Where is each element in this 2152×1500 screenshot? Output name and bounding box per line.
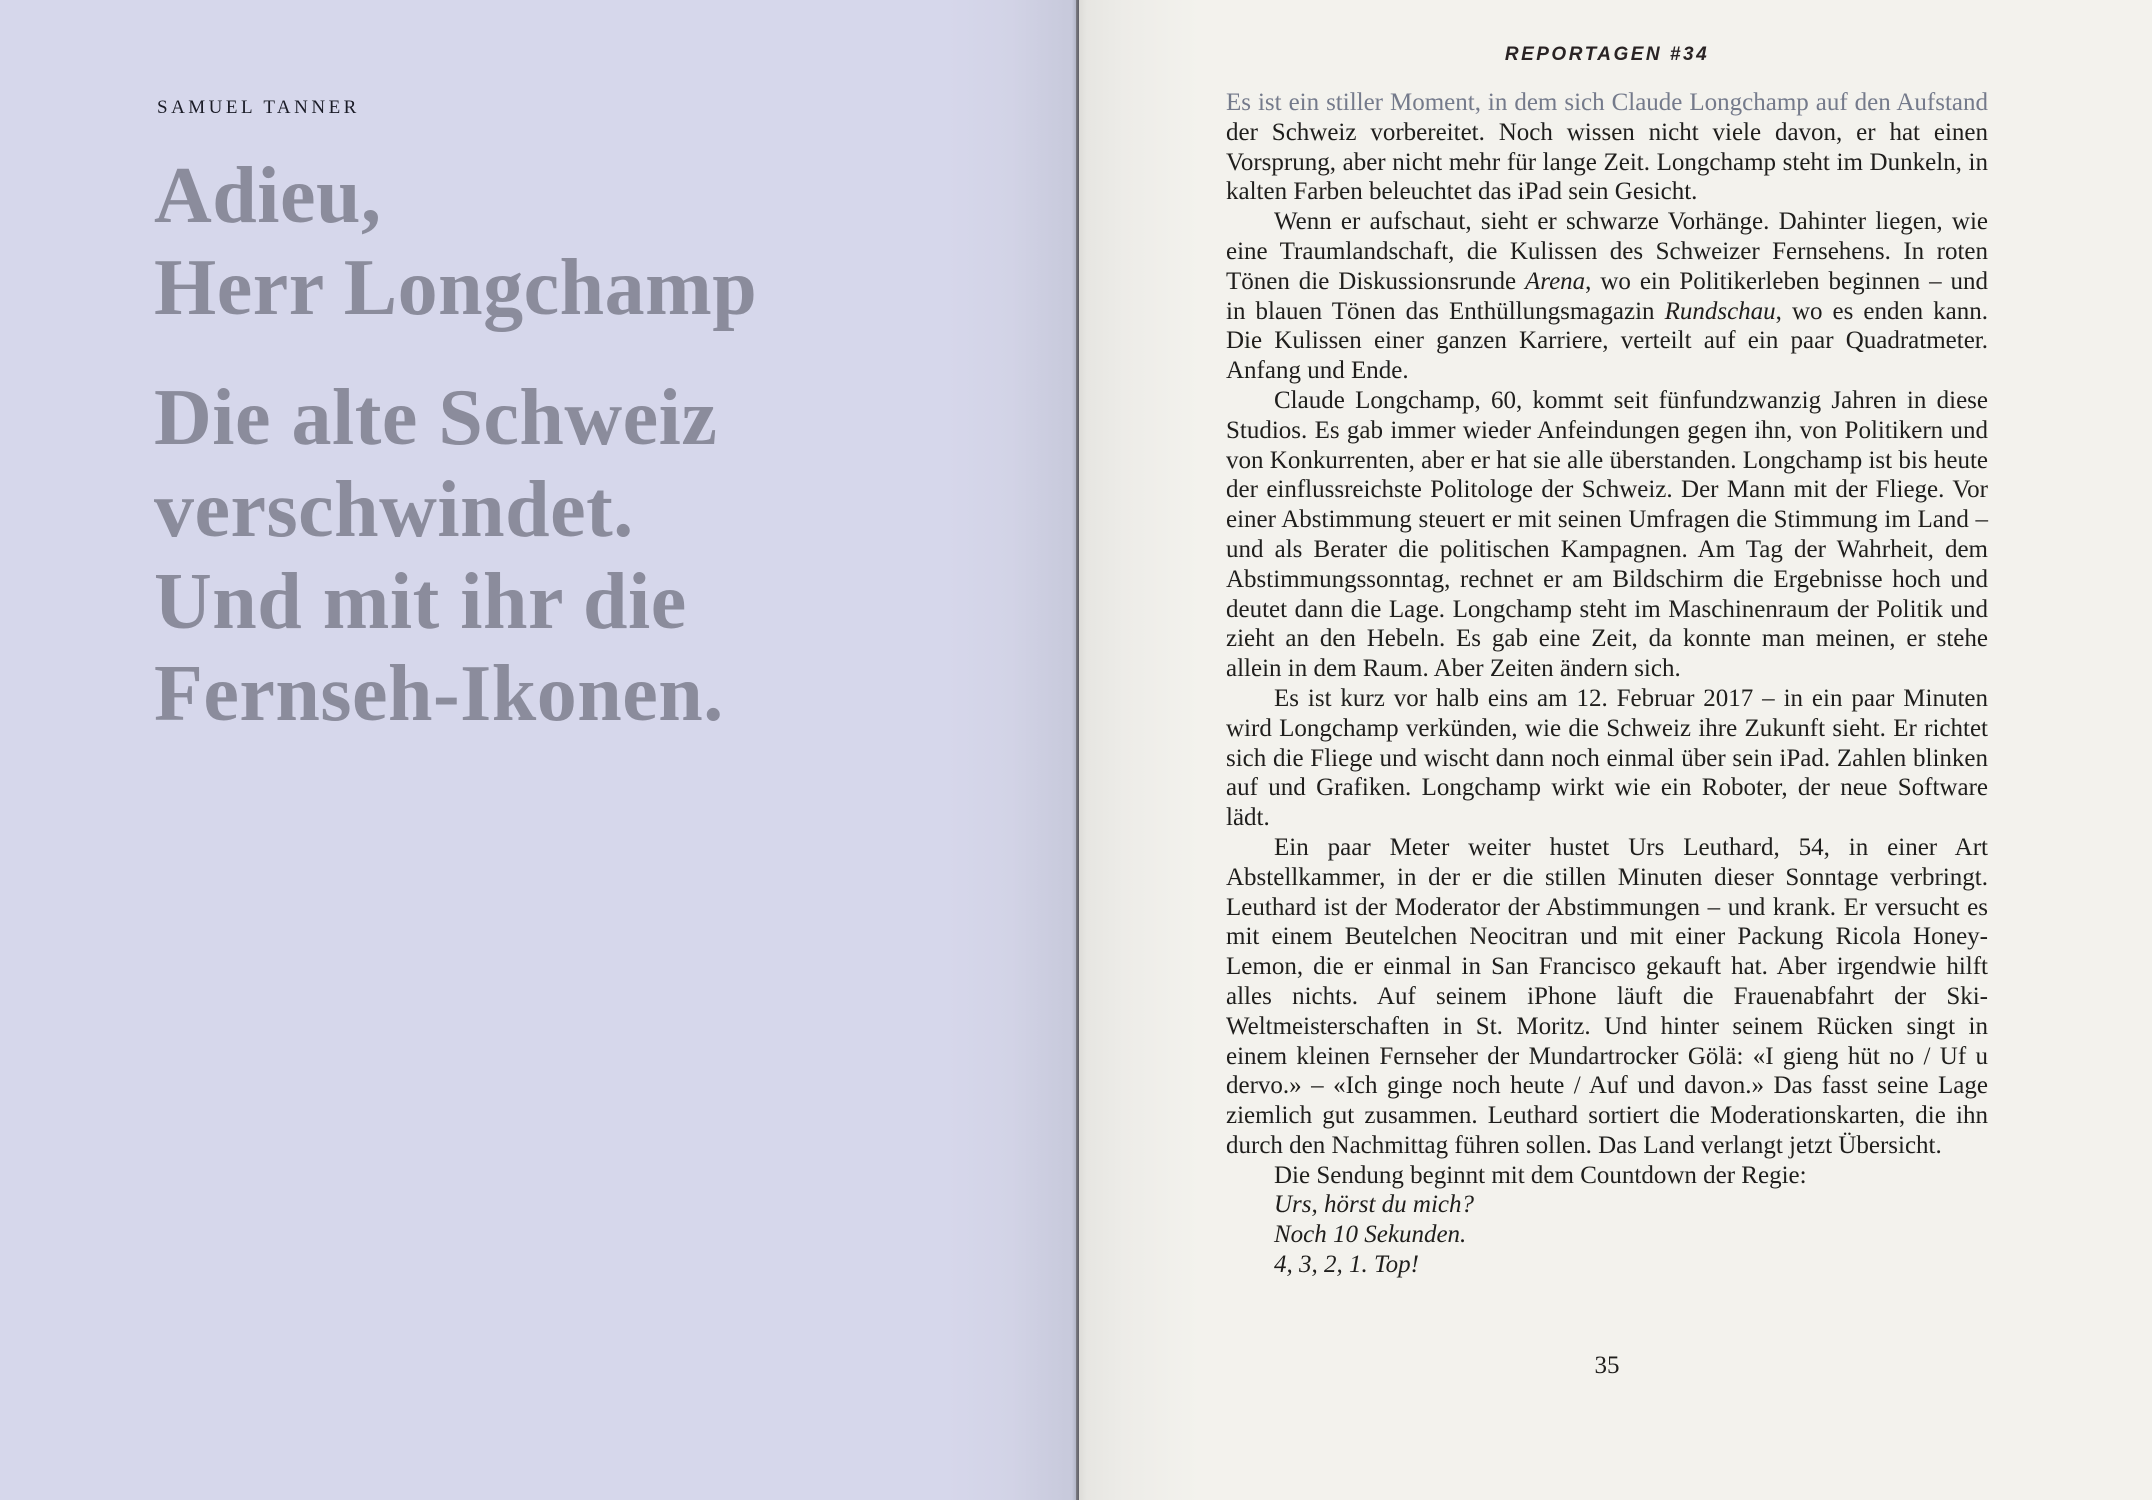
title-line: Adieu,: [154, 152, 382, 240]
countdown-line: [1226, 1250, 1988, 1280]
subtitle-line: Fernseh-Ikonen.: [154, 650, 724, 738]
body-text: , wo es enden kann. Die Kulissen einer ganzen Karriere, verteilt auf ein paar Quadratmeter. Anfang und Ende.: [1226, 297, 1989, 385]
paragraph: [1226, 1161, 1988, 1191]
body-text: Claude Longchamp, 60, kommt seit fünfundzwanzig Jahren in diese Studios. Es gab immer wieder Anfeindungen gegen ihn, von Politikern und von Konkurrenten, aber er hat sie alle überstanden. Longchamp ist bis heute der einflussreichste Politologe der Schweiz. Der Mann mit der Fliege. Vor einer Abstimmung steuert er mit seinen Umfragen die Stimmung im Land – und als Berater die politischen Kampagnen. Am Tag der Wahrheit, dem Abstimmungssonntag, rechnet er am Bildschirm die Ergebnisse hoch und deutet dann die Lage. Longchamp steht im Maschinenraum der Politik und zieht an den Hebeln. Es gab eine Zeit, da konnte man meinen, er stehe allein in dem Raum. Aber Zeiten ändern sich.: [1226, 386, 1988, 683]
subtitle-line: verschwindet.: [154, 466, 634, 554]
body-text: Urs, hörst du mich?: [1274, 1191, 1475, 1219]
paragraph: [1226, 207, 1988, 386]
running-header: REPORTAGEN #34: [1504, 44, 1710, 65]
body-text: Die Sendung beginnt mit dem Countdown der Regie:: [1274, 1161, 1807, 1189]
body-text: Es ist ein stiller Moment, in dem sich Claude Longchamp auf den Aufstand der Schweiz vorbereitet. Noch wissen nicht viele davon, er hat einen Vorsprung, aber nicht mehr für lange Zeit. Longchamp steht im Dunkeln, in kalten Farben beleuchtet das iPad sein Gesicht.: [1226, 89, 1988, 206]
body-text: , wo ein Politikerleben beginnen – und in blauen Tönen das Enthüllungsmagazin: [1226, 267, 1988, 325]
article-title: [154, 150, 757, 334]
countdown-line: [1226, 1190, 1988, 1220]
paragraph: [1226, 684, 1988, 833]
page-number: 35: [1594, 1352, 1620, 1379]
paragraph: [1226, 833, 1988, 1161]
article-subtitle: [154, 372, 724, 740]
subtitle-line: Die alte Schweiz: [154, 374, 718, 462]
body-text: Es ist kurz vor halb eins am 12. Februar 2017 – in ein paar Minuten wird Longchamp verkünden, wie die Schweiz ihre Zukunft sieht. Er richtet sich die Fliege und wischt dann noch einmal über sein iPad. Zahlen blinken auf und Grafiken. Longchamp wirkt wie ein Roboter, der neue Software lädt.: [1226, 684, 1988, 832]
paragraph: [1226, 386, 1988, 684]
title-line: Herr Longchamp: [154, 244, 758, 332]
body-text: Noch 10 Sekunden.: [1274, 1221, 1467, 1249]
right-page: [1079, 0, 2152, 1500]
body-text: 4, 3, 2, 1. Top!: [1274, 1251, 1419, 1279]
italic-text: Rundschau: [1664, 297, 1776, 325]
body-text: Wenn er aufschaut, sieht er schwarze Vorhänge. Dahinter liegen, wie eine Traumlandschaft, die Kulissen des Schweizer Fernsehens. In roten Tönen die Diskussionsrunde: [1226, 208, 1988, 295]
author-byline: SAMUEL TANNER: [157, 97, 360, 118]
paragraph-intro: [1226, 88, 1988, 207]
body-text: Ein paar Meter weiter hustet Urs Leuthard, 54, in einer Art Abstellkammer, in der er die stillen Minuten dieser Sonntage verbringt. Leuthard ist der Moderator der Abstimmungen – und krank. Er versucht es mit einem Beutelchen Neocitran und mit einer Packung Ricola Honey-Lemon, die er einmal in San Francisco gekauft hat. Aber irgendwie hilft alles nichts. Auf seinem iPhone läuft die Frauenabfahrt der Ski-Weltmeisterschaften in St. Moritz. Und hinter seinem Rücken singt in einem kleinen Fernseher der Mundartrocker Gölä: «I gieng hüt no / Uf u dervo.» – «Ich ginge noch heute / Auf und davon.» Das fasst seine Lage ziemlich gut zusammen. Leuthard sortiert die Moderationskarten, die ihn durch den Nachmittag führen sollen. Das Land verlangt jetzt Übersicht.: [1226, 833, 1988, 1159]
countdown-line: [1226, 1220, 1988, 1250]
italic-text: Arena: [1525, 267, 1586, 295]
article-body: [1226, 88, 1988, 1280]
subtitle-line: Und mit ihr die: [154, 558, 687, 646]
